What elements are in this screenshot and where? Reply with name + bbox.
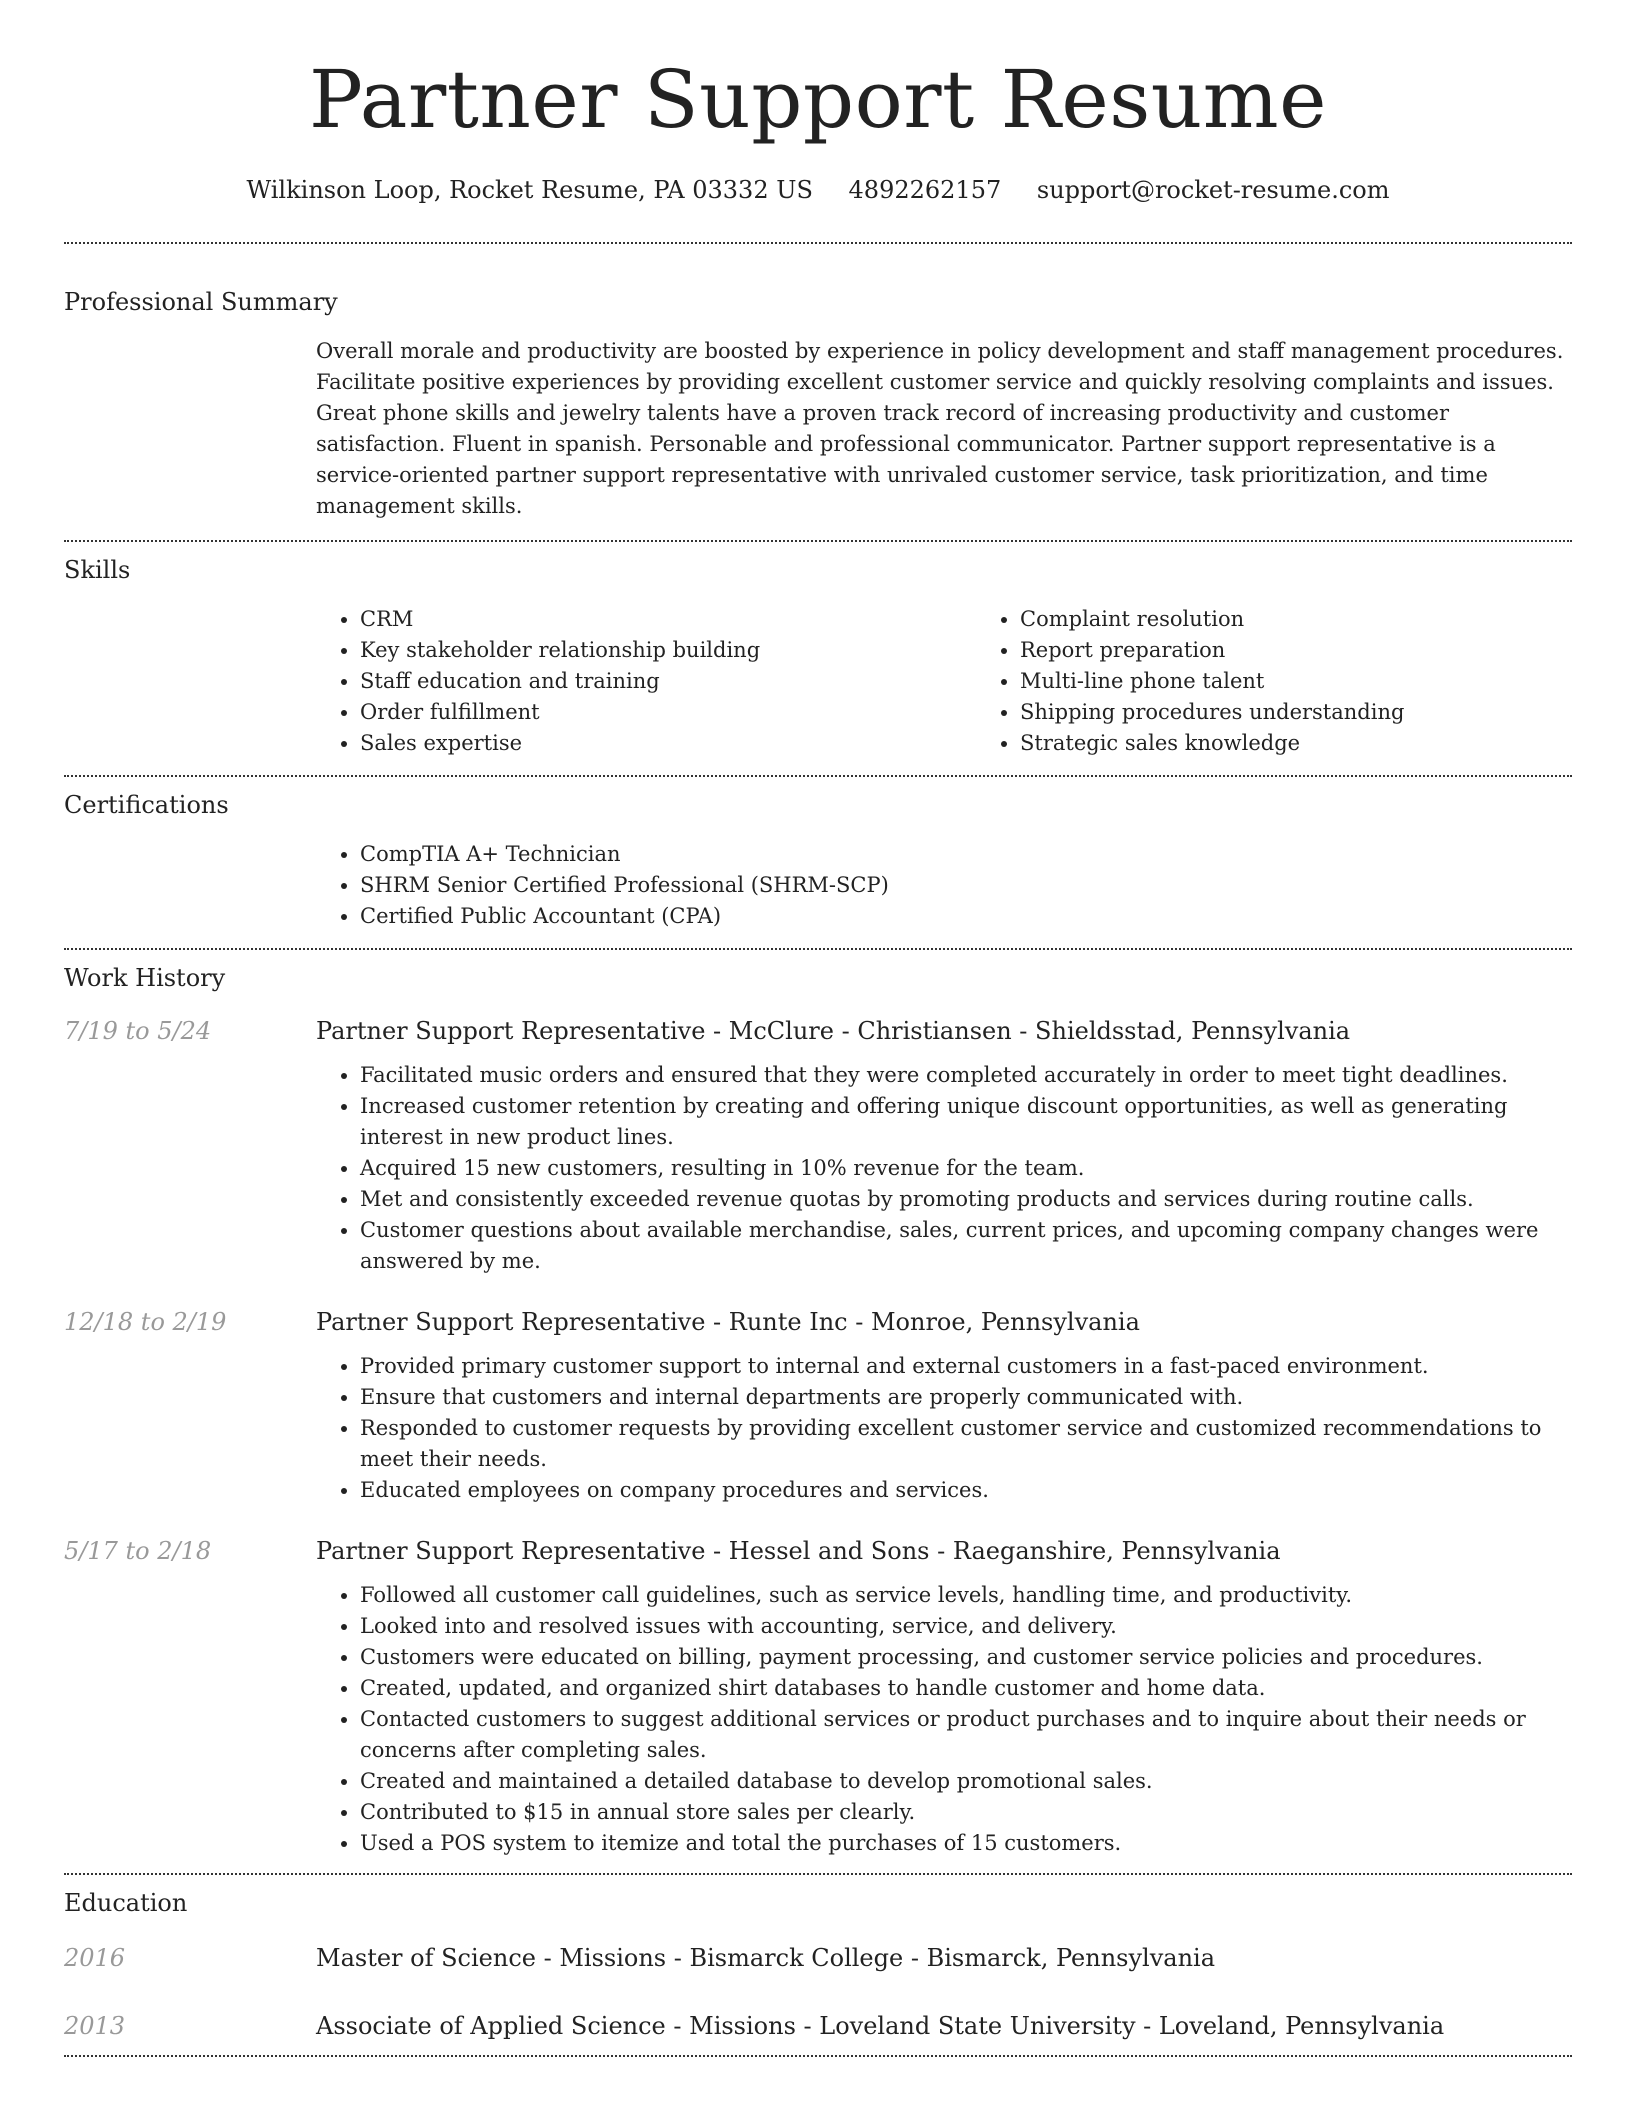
job-bullet: • Contacted customers to suggest additional services or product purchases and to inquire about their needs or concerns after completing sales. — [360, 1704, 1572, 1766]
job-bullet: • Used a POS system to itemize and total the purchases of 15 customers. — [360, 1828, 1572, 1859]
job-entry — [64, 1305, 1572, 1506]
divider — [64, 1873, 1572, 1875]
education-title: Associate of Applied Science - Missions - Loveland State University - Loveland, Pennsylvania — [316, 2012, 1445, 2040]
job-bullets — [316, 1351, 1572, 1506]
divider — [64, 242, 1572, 244]
job-date: 12/18 to 2/19 — [64, 1308, 227, 1336]
job-bullets — [316, 1580, 1572, 1859]
work-heading: Work History — [64, 964, 226, 992]
job-bullet: • Looked into and resolved issues with accounting, service, and delivery. — [360, 1611, 1572, 1642]
education-title: Master of Science - Missions - Bismarck College - Bismarck, Pennsylvania — [316, 1944, 1216, 1972]
job-bullet: • Contributed to $15 in annual store sales per clearly. — [360, 1797, 1572, 1828]
contact-address: Wilkinson Loop, Rocket Resume, PA 03332 US — [246, 176, 813, 204]
job-bullet: • Customer questions about available merchandise, sales, current prices, and upcoming company changes were answered by me. — [360, 1215, 1572, 1277]
contact-line — [64, 172, 1572, 208]
certification-item: • Certified Public Accountant (CPA) — [360, 901, 1572, 932]
certifications-section — [64, 839, 1572, 932]
divider — [64, 775, 1572, 777]
skill-item: • Order fulfillment — [360, 697, 976, 728]
summary-section — [64, 336, 1572, 522]
certifications-list — [316, 839, 1572, 932]
education-entry — [64, 2009, 1572, 2043]
summary-text: Overall morale and productivity are boosted by experience in policy development and staff management procedures. Facilitate positive experiences by providing excellent customer service and quickly resolving complaints and issues. Great phone skills and jewelry talents have a proven track record of increasing productivity and customer satisfaction. Fluent in spanish. Personable and professional communicator. Partner support representative is a service-oriented partner support representative with unrivaled customer service, task prioritization, and time management skills. — [316, 339, 1564, 518]
contact-email: support@rocket-resume.com — [1036, 176, 1390, 204]
education-date: 2016 — [64, 1944, 126, 1972]
job-title: Partner Support Representative - McClure - Christiansen - Shieldsstad, Pennsylvania — [316, 1017, 1351, 1045]
skill-item: • Staff education and training — [360, 666, 976, 697]
job-bullet: • Followed all customer call guidelines, such as service levels, handling time, and productivity. — [360, 1580, 1572, 1611]
resume-page — [64, 0, 1572, 2057]
job-bullet: • Created, updated, and organized shirt databases to handle customer and home data. — [360, 1673, 1572, 1704]
job-entry — [64, 1534, 1572, 1859]
certification-item: • SHRM Senior Certified Professional (SHRM-SCP) — [360, 870, 1572, 901]
summary-heading: Professional Summary — [64, 288, 338, 316]
job-bullet: • Customers were educated on billing, payment processing, and customer service policies and procedures. — [360, 1642, 1572, 1673]
skill-item: • Multi-line phone talent — [1020, 666, 1632, 697]
job-date: 7/19 to 5/24 — [64, 1017, 212, 1045]
job-bullet: • Educated employees on company procedures and services. — [360, 1475, 1572, 1506]
job-bullet: • Responded to customer requests by providing excellent customer service and customized recommendations to meet their needs. — [360, 1413, 1572, 1475]
skill-item: • Shipping procedures understanding — [1020, 697, 1632, 728]
job-bullets — [316, 1060, 1572, 1277]
job-bullet: • Facilitated music orders and ensured that they were completed accurately in order to meet tight deadlines. — [360, 1060, 1572, 1091]
skills-list-left — [316, 604, 976, 759]
skill-item: • Report preparation — [1020, 635, 1632, 666]
certification-item: • CompTIA A+ Technician — [360, 839, 1572, 870]
job-title: Partner Support Representative - Runte Inc - Monroe, Pennsylvania — [316, 1308, 1140, 1336]
education-heading: Education — [64, 1889, 188, 1917]
job-bullet: • Provided primary customer support to internal and external customers in a fast-paced environment. — [360, 1351, 1572, 1382]
skill-item: • CRM — [360, 604, 976, 635]
skills-heading: Skills — [64, 556, 131, 584]
job-bullet: • Created and maintained a detailed database to develop promotional sales. — [360, 1766, 1572, 1797]
skill-item: • Strategic sales knowledge — [1020, 728, 1632, 759]
skill-item: • Key stakeholder relationship building — [360, 635, 976, 666]
divider — [64, 948, 1572, 950]
skill-item: • Sales expertise — [360, 728, 976, 759]
skills-list-right — [976, 604, 1632, 759]
job-bullet: • Increased customer retention by creating and offering unique discount opportunities, as well as generating interest in new product lines. — [360, 1091, 1572, 1153]
job-title: Partner Support Representative - Hessel and Sons - Raeganshire, Pennsylvania — [316, 1537, 1281, 1565]
job-bullet: • Ensure that customers and internal departments are properly communicated with. — [360, 1382, 1572, 1413]
page-title: Partner Support Resume — [309, 53, 1327, 146]
skills-section — [64, 604, 1572, 759]
job-bullet: • Met and consistently exceeded revenue quotas by promoting products and services during routine calls. — [360, 1184, 1572, 1215]
certifications-heading: Certifications — [64, 791, 229, 819]
skill-item: • Complaint resolution — [1020, 604, 1632, 635]
job-bullet: • Acquired 15 new customers, resulting in 10% revenue for the team. — [360, 1153, 1572, 1184]
contact-phone: 4892262157 — [848, 176, 1002, 204]
job-entry — [64, 1014, 1572, 1277]
divider — [64, 540, 1572, 542]
job-date: 5/17 to 2/18 — [64, 1537, 212, 1565]
education-date: 2013 — [64, 2012, 126, 2040]
divider — [64, 2055, 1572, 2057]
education-entry — [64, 1941, 1572, 1975]
